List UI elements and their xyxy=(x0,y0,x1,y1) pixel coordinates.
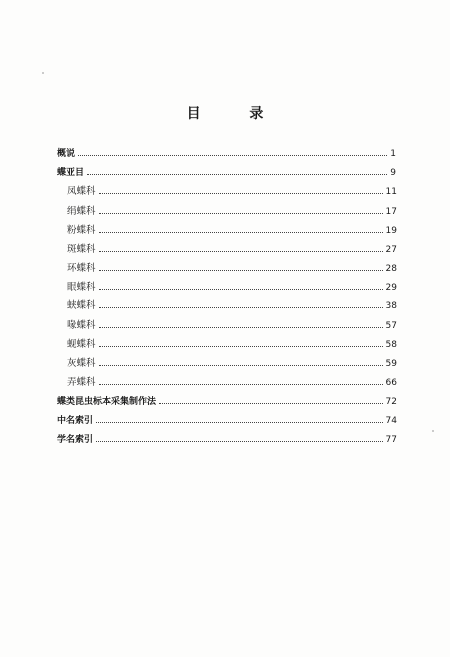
toc-entry-family[interactable] xyxy=(67,184,397,198)
toc-entry-label: 弄蝶科 xyxy=(67,377,96,388)
toc-entry-page: 72 xyxy=(385,397,397,407)
toc-entry-family[interactable] xyxy=(67,356,397,370)
toc-leader-dots xyxy=(99,184,383,194)
toc-entry-scientific-index[interactable] xyxy=(57,432,397,446)
toc-leader-dots xyxy=(99,280,383,290)
toc-entry-label: 斑蝶科 xyxy=(67,244,96,255)
scan-speck xyxy=(432,430,434,432)
toc-entry-label: 粉蝶科 xyxy=(67,225,96,236)
toc-entry-page: 17 xyxy=(385,207,397,217)
toc-entry-label: 学名索引 xyxy=(57,435,94,445)
toc-leader-dots xyxy=(99,223,383,233)
toc-entry-overview[interactable] xyxy=(57,146,396,160)
toc-entry-label: 绢蝶科 xyxy=(67,206,96,217)
toc-entry-page: 27 xyxy=(385,245,397,255)
toc-entry-family[interactable] xyxy=(67,318,397,332)
toc-leader-dots xyxy=(87,165,387,175)
toc-entry-label: 喙蝶科 xyxy=(67,320,96,331)
toc-entry-label: 概说 xyxy=(57,149,76,159)
toc-entry-page: 38 xyxy=(385,301,397,311)
toc-entry-family[interactable] xyxy=(67,298,397,312)
toc-entry-page: 19 xyxy=(385,226,397,236)
toc-leader-dots xyxy=(99,375,383,385)
toc-entry-collecting-methods[interactable] xyxy=(57,394,397,408)
toc-entry-page: 58 xyxy=(385,340,397,350)
toc-entry-family[interactable] xyxy=(67,204,397,218)
toc-entry-page: 66 xyxy=(385,378,397,388)
toc-entry-page: 74 xyxy=(385,416,397,426)
toc-entry-family[interactable] xyxy=(67,223,397,237)
toc-leader-dots xyxy=(96,432,383,442)
toc-entry-family[interactable] xyxy=(67,280,397,294)
toc-entry-page: 1 xyxy=(390,149,396,159)
toc-entry-family[interactable] xyxy=(67,242,397,256)
toc-entry-label: 眼蝶科 xyxy=(67,282,96,293)
toc-entry-family[interactable] xyxy=(67,375,397,389)
toc-leader-dots xyxy=(99,298,383,308)
toc-entry-suborder[interactable] xyxy=(57,165,396,179)
toc-entry-family[interactable] xyxy=(67,261,397,275)
toc-leader-dots xyxy=(99,204,383,214)
toc-entry-label: 蝶亚目 xyxy=(57,168,85,178)
toc-leader-dots xyxy=(159,394,383,404)
scan-speck xyxy=(42,72,44,74)
toc-leader-dots xyxy=(99,242,383,252)
toc-leader-dots xyxy=(99,318,383,328)
toc-leader-dots xyxy=(99,337,383,347)
toc-entry-family[interactable] xyxy=(67,337,397,351)
toc-leader-dots xyxy=(78,146,387,156)
toc-entry-label: 环蝶科 xyxy=(67,263,96,274)
toc-entry-page: 59 xyxy=(385,359,397,369)
toc-entry-page: 29 xyxy=(385,283,397,293)
toc-leader-dots xyxy=(99,356,383,366)
toc-entry-chinese-index[interactable] xyxy=(57,413,397,427)
toc-entry-label: 蚬蝶科 xyxy=(67,339,96,350)
toc-entry-page: 57 xyxy=(385,321,397,331)
toc-leader-dots xyxy=(99,261,383,271)
page-title: 目 录 xyxy=(186,106,286,122)
toc-entry-label: 凤蝶科 xyxy=(67,186,96,197)
toc-entry-page: 11 xyxy=(385,187,397,197)
toc-entry-page: 77 xyxy=(385,435,397,445)
toc-entry-label: 灰蝶科 xyxy=(67,358,96,369)
toc-entry-label: 蛱蝶科 xyxy=(67,300,96,311)
toc-entry-page: 9 xyxy=(390,168,396,178)
toc-entry-label: 蝶类昆虫标本采集制作法 xyxy=(57,397,157,407)
toc-entry-page: 28 xyxy=(385,264,397,274)
toc-entry-label: 中名索引 xyxy=(57,416,94,426)
toc-leader-dots xyxy=(96,413,383,423)
